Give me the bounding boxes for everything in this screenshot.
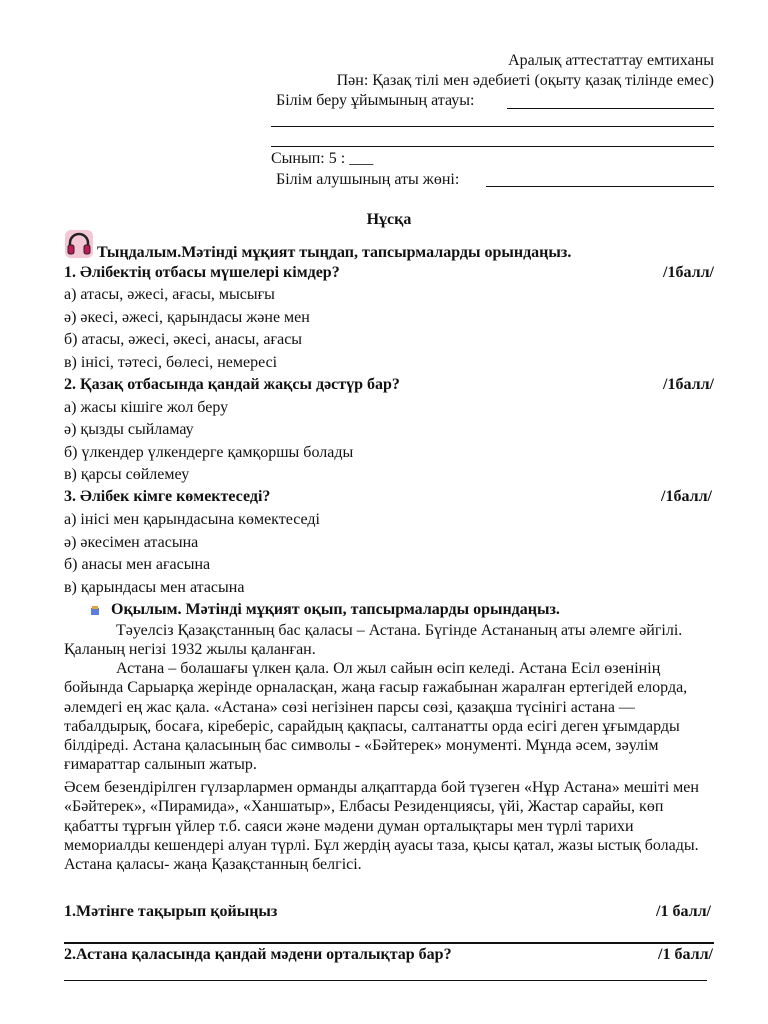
reading-heading: Оқылым. Мәтінді мұқият оқып, тапсырмаларды орындаңыз. <box>111 601 560 618</box>
instruction-title: Нұсқа <box>366 211 412 228</box>
q3-option-b: б) анасы мен ағасына <box>64 556 211 573</box>
reading-paragraph-2 <box>64 659 714 775</box>
q3-option-a: а) інісі мен қарындасына көмектеседі <box>64 511 320 528</box>
q2-option-v: в) қарсы сөйлемеу <box>64 466 190 483</box>
exam-title: Аралық аттестаттау емтиханы <box>508 52 714 69</box>
task-1-answer-line <box>64 942 714 944</box>
task-1-points: /1 балл/ <box>656 903 711 920</box>
org-underline-2 <box>271 126 714 127</box>
headphones-icon <box>64 229 94 264</box>
question-2-points: /1балл/ <box>663 376 714 393</box>
task-2: 2.Астана қаласында қандай мәдени орталықтар бар? <box>64 946 452 963</box>
subject-line: Пән: Қазақ тілі мен әдебиеті (оқыту қазақ тілінде емес) <box>336 72 714 89</box>
q2-option-ae: ә) қызды сыйламау <box>64 421 194 438</box>
question-3: 3. Әлібек кімге көмектеседі? <box>64 488 271 505</box>
student-label: Білім алушының аты жөні: <box>276 171 460 188</box>
question-1: 1. Әлібектің отбасы мүшелері кімдер? <box>64 264 340 281</box>
class-label: Сынып: 5 : ___ <box>271 150 374 167</box>
q1-option-b: б) атасы, әжесі, әкесі, анасы, ағасы <box>64 331 303 348</box>
task-1: 1.Мәтінге тақырып қойыңыз <box>64 903 278 920</box>
q3-option-ae: ә) әкесімен атасына <box>64 534 199 551</box>
org-label: Білім беру ұйымының атауы: <box>276 92 475 109</box>
question-1-points: /1балл/ <box>663 264 714 281</box>
org-underline <box>507 108 714 109</box>
q3-option-v: в) қарындасы мен атасына <box>64 579 245 596</box>
listening-heading: Тыңдалым.Мәтінді мұқият тыңдап, тапсырмаларды орындаңыз. <box>97 244 572 261</box>
question-3-points: /1балл/ <box>661 488 712 505</box>
q2-option-a: а) жасы кішіге жол беру <box>64 399 229 416</box>
q1-option-a: а) атасы, әжесі, ағасы, мысығы <box>64 286 275 303</box>
book-icon <box>89 603 101 621</box>
task-2-points: /1 балл/ <box>658 946 713 963</box>
reading-paragraph-1-text: Тәуелсіз Қазақстанның бас қаласы – Астана. Бүгінде Астананың аты әлемге әйгілі. Қаланың негізі 1932 жылы қаланған. <box>64 622 683 659</box>
reading-paragraph-1 <box>64 621 714 660</box>
q1-option-ae: ә) әкесі, әжесі, қарындасы және мен <box>64 309 310 326</box>
reading-paragraph-3: Әсем безендірілген гүлзарлармен орманды алқаптарда бой түзеген «Нұр Астана» мешіті мен «Бәйтерек», «Пирамида», «Ханшатыр», Елбасы Резиденциясы, үйі, Жастар сарайы, көп қабатты тұрғын үйлер т.б. саяси және мәдени думан орталықтары мен түрлі тарихи мемориалды кешендері алуан түрлі. Бұл жердің ауасы таза, қысы қатал, жазы ыстық болады. Астана қаласы- жаңа Қазақстанның белгісі. <box>64 779 699 874</box>
org-underline-3 <box>271 146 714 147</box>
student-underline <box>486 186 714 187</box>
question-2: 2. Қазақ отбасында қандай жақсы дәстүр бар? <box>64 376 400 393</box>
q1-option-v: в) інісі, тәтесі, бөлесі, немересі <box>64 354 278 371</box>
q2-option-b: б) үлкендер үлкендерге қамқоршы болады <box>64 444 354 461</box>
task-2-answer-line <box>64 980 707 981</box>
reading-paragraph-2-text: Астана – болашағы үлкен қала. Ол жыл сайын өсіп келеді. Астана Есіл өзенінің бойында Сарыарқа жерінде орналасқан, жаңа ғасыр ғажабынан жаралған ертегідей елорда, әлемдегі ең жас қала. «Астана» сөзі негізінен парсы сөзі, қазақша түсінігі астана — табалдырық, босаға, кіреберіс, сарайдың қақпасы, салтанатты орда есігі деген ұғымдарды білдіреді. Астана қаласының бас символы - «Бәйтерек» монументі. Мұнда әсем, зәулім ғимараттар салынып жатыр. <box>64 660 688 774</box>
